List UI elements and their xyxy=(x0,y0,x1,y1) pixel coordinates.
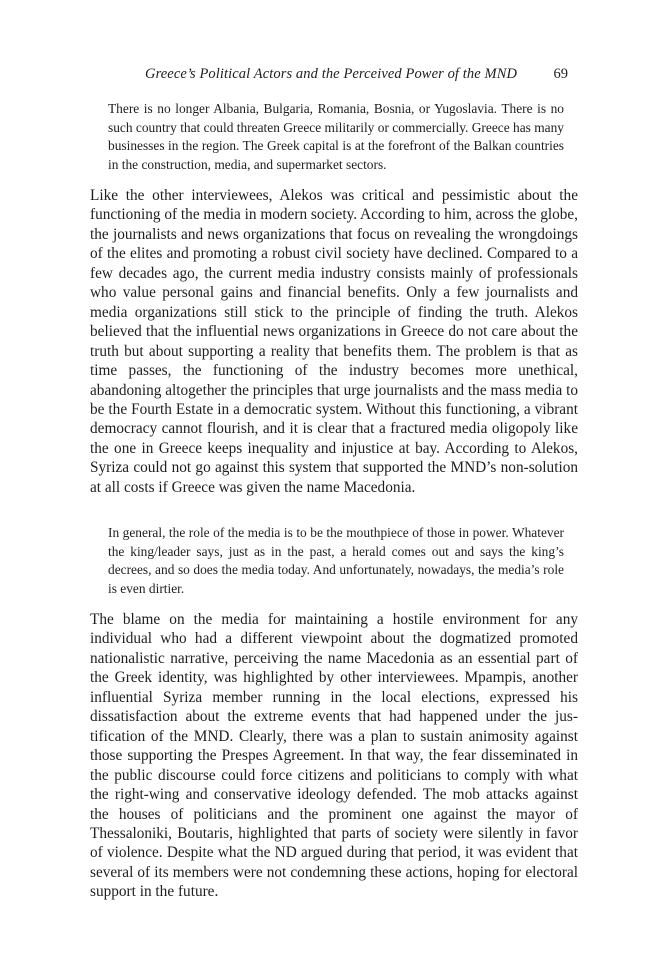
running-title: Greece’s Political Actors and the Perceived Power of the MND xyxy=(145,66,518,82)
page-number: 69 xyxy=(553,66,568,82)
running-head xyxy=(90,66,578,86)
block-quote-2: In general, the role of the media is to be the mouthpiece of those in power. Whatever the king/leader says, just as in the past, a herald comes out and says the king’s decrees, and so does the media today. And unfortunately, nowadays, the media’s role is even dirtier. xyxy=(108,525,564,596)
body-paragraph-1: Like the other interviewees, Alekos was critical and pessimistic about the functioning of the media in modern society. According to him, across the globe, the journalists and news organizations that focus on revealing the wrongdoings of the elites and promoting a robust civil society have declined. Compared to a few decades ago, the current media industry consists mainly of professionals who value personal gains and financial benefits. Only a few journalists and media organizations still stick to the principle of finding the truth. Alekos believed that the influential news organizations in Greece do not care about the truth but about supporting a reality that benefits them. The problem is that as time passes, the functioning of the industry becomes more unethical, abandoning altogether the principles that urge journalists and the mass media to be the Fourth Estate in a democratic system. Without this functioning, a vibrant democracy cannot flourish, and it is clear that a fractured media oligopoly like the one in Greece keeps inequality and injustice at bay. According to Alekos, Syriza could not go against this system that supported the MND’s non-solution at all costs if Greece was given the name Macedonia. xyxy=(90,187,578,496)
body-paragraph-2: The blame on the media for maintaining a hostile environment for any individual who had a different viewpoint about the dogmatized promoted nationalistic narrative, perceiving the name Macedonia as an essential part of the Greek identity, was highlighted by other interviewees. Mpampis, another influential Syriza member running in the local elections, expressed his dissatisfaction about the extreme events that had happened under the justification of the MND. Clearly, there was a plan to sustain animosity against those supporting the Prespes Agreement. In that way, the fear disseminated in the public discourse could force citizens and politicians to comply with what the right-wing and conservative ideology defended. The mob attacks against the houses of politicians and the prominent one against the mayor of Thessaloniki, Boutaris, highlighted that parts of society were silently in favor of violence. Despite what the ND argued during that period, it was evident that several of its members were not condemning these actions, hoping for electoral support in the future. xyxy=(90,611,578,901)
block-quote-1: There is no longer Albania, Bulgaria, Romania, Bosnia, or Yugoslavia. There is no such country that could threaten Greece militarily or commercially. Greece has many businesses in the region. The Greek capital is at the forefront of the Balkan countries in the construction, media, and supermarket sectors. xyxy=(108,101,564,172)
